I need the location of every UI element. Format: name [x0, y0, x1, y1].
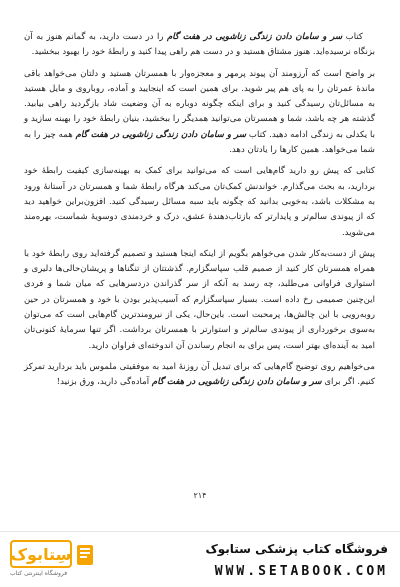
setabook-logo [10, 538, 106, 582]
paragraph-text: را در دست دارید، به گمانم هنوز به آن بزنگاه نرسیده‌اید. هنوز مشتاق هستید و در دست هم راهی پیدا کنید و رابطهٔ خود را بهبود ببخشید. [24, 32, 375, 58]
paragraph [24, 360, 375, 391]
page-number: ۲۱۴ [193, 491, 207, 500]
book-title-emphasis: سر و سامان دادن زندگی زناشویی در هفت گام [75, 129, 247, 140]
paragraph-text: کتاب [342, 32, 364, 42]
paragraph [24, 164, 375, 240]
paragraph-text: کتابی که پیش رو دارید گام‌هایی است که می‌توانید برای کمک به بهینه‌سازی کیفیت رابطهٔ خود بردارید، به بحث می‌گذارم. خواندنش کمک‌تان می‌کند هرگاه رابطهٔ شما و همسرتان در آستانهٔ ورود به مشکلات باشد، به‌خوبی بدانید که چگونه باید سبه مسائل رسیدگی کنید. افزون‌براین خواهید دید که از پیوندی سالم‌تر و پایدارتر که بازتاب‌دهندهٔ عشق، درک و خردمندی دوسویهٔ شماست، بهره‌مند می‌شوید. [24, 166, 375, 238]
paragraph [24, 30, 375, 61]
store-url[interactable]: WWW.SETABOOK.COM [214, 564, 388, 579]
logo-wordmark: سِتابوک [10, 540, 72, 568]
paragraph-text: پیش از دست‌به‌کار شدن می‌خواهم بگویم از اینکه اینجا هستید و تصمیم گرفته‌اید روی رابطهٔ خود با همراه همسرتان کار کنید از صمیم قلب سپاسگزارم. گذشتتان از تنگناها و پریشان‌حالی‌ها دلیری و استواری فراوانی می‌طلبد، چه رسد به آنکه از سر گذراندن دردسرهایی که میان شما و فردی این‌چنین صمیمی رخ داده است. بسیار سپاسگزارم که آسیب‌پذیر بودن با خود و همسرتان در حین روبه‌رویی با این چالش‌ها، پرمحبت است. باین‌حال، یکی از نیرومندترین گام‌هایی است که می‌توان به‌سوی برخورداری از پیوندی سالم‌تر و استوارتر با همسرتان برداشت. اگر تنها سرمایهٔ کنونی‌تان امید به آینده‌ای بهتر است، پس برای به انجام رساندن آن اندوخته‌ای فراوان دارید. [24, 248, 375, 351]
paragraph [24, 67, 375, 159]
book-icon [76, 544, 94, 566]
paragraph-text: همه چیز را به شما می‌خواهد. همین کارها را یادتان دهد. [24, 129, 375, 156]
book-title-emphasis: سر و سامان دادن زندگی زناشویی در هفت گام [151, 377, 322, 388]
store-footer [0, 531, 400, 587]
paragraph [24, 247, 375, 354]
book-title-emphasis: سر و سامان دادن زندگی زناشویی در هفت گام [166, 32, 343, 42]
paragraph-text: آماده‌گی دارید، ورق بزنید! [56, 377, 152, 388]
body-text [24, 30, 375, 397]
paragraph-text: بر واضح است که آرزومند آن پیوند پرمهر و معجزه‌وار با همسرتان هستید و دلتان می‌خواهد باقی ماندهٔ عمرتان را به پای هم پیر شوید. برای همین است که اینجایید و آماده، روباروی و مایل هستید به مسائل‌تان رسیدگی کنید و برای اینکه چگونه دوباره به آن وضعیت شاد بازگردید راهی بیابید. گذشته هر چه باشد، شما و همسرتان می‌توانید همدیگر را ببخشید، بنیان رابطهٔ خود را بهبنه سازید و با یکدلی به زندگی ادامه دهید. کتاب [24, 68, 375, 140]
logo-subtitle: فروشگاه اینترنتی کتاب [10, 570, 68, 577]
paragraph-text: می‌خواهیم روی توضیح گام‌هایی که برای تبدیل آن روزنهٔ امید به موفقیتی ملموس باید بردارید تمرکز کنیم. اگر برای [24, 361, 375, 388]
store-name: فروشگاه کتاب پزشکی ستابوک [205, 542, 388, 556]
